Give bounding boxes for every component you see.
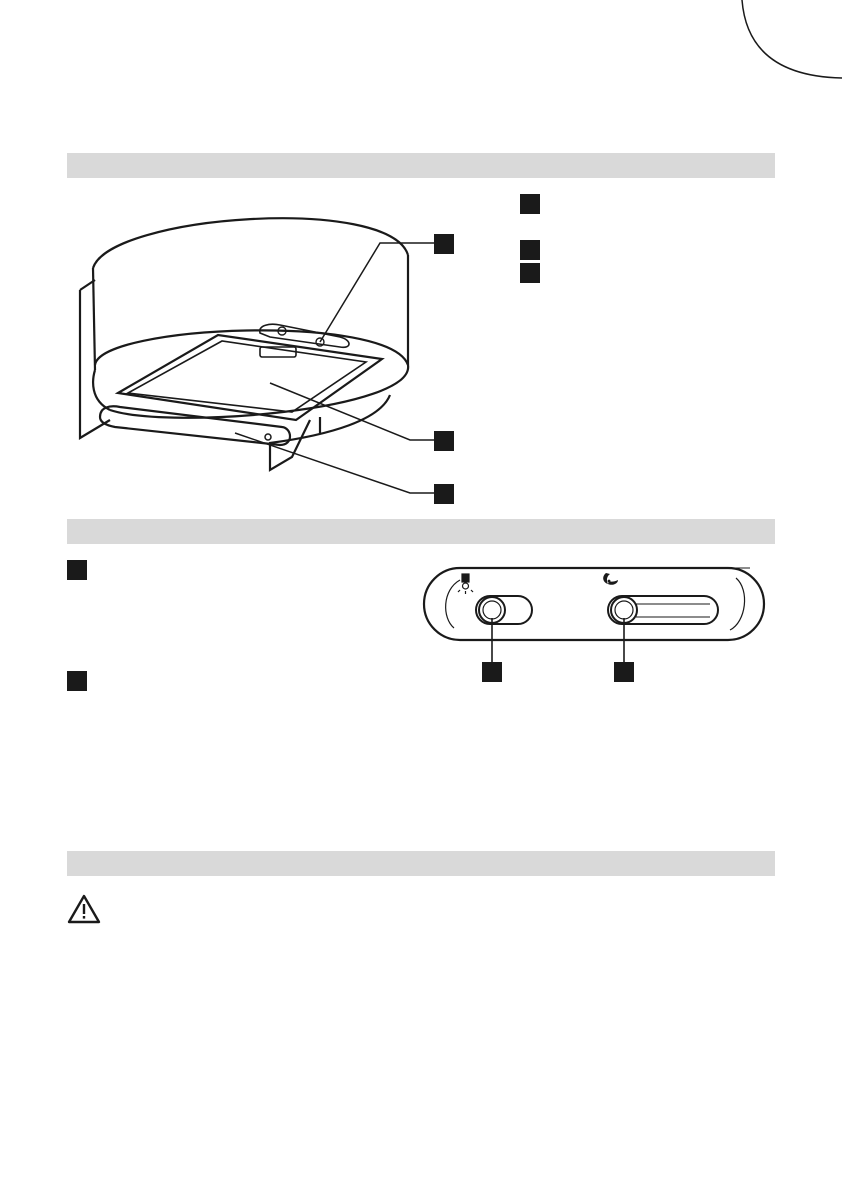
controls-item-2 — [67, 671, 87, 691]
diagram-callout-3 — [434, 484, 454, 504]
cooker-hood-diagram — [70, 195, 470, 485]
panel-callout-1 — [482, 662, 502, 682]
diagram-callout-2 — [434, 431, 454, 451]
light-icon — [458, 574, 473, 594]
page-corner-arc — [740, 0, 842, 95]
panel-callout-2 — [614, 662, 634, 682]
control-panel-diagram — [420, 560, 770, 690]
warning-triangle-icon — [67, 894, 101, 924]
section-header-bar-1 — [67, 153, 775, 178]
legend-item-3 — [520, 263, 540, 283]
legend-item-1 — [520, 194, 540, 214]
section-header-bar-3 — [67, 851, 775, 876]
legend-item-2 — [520, 240, 540, 260]
controls-item-1 — [67, 560, 87, 580]
diagram-callout-1 — [434, 234, 454, 254]
section-header-bar-2 — [67, 519, 775, 544]
fan-icon — [603, 573, 618, 585]
